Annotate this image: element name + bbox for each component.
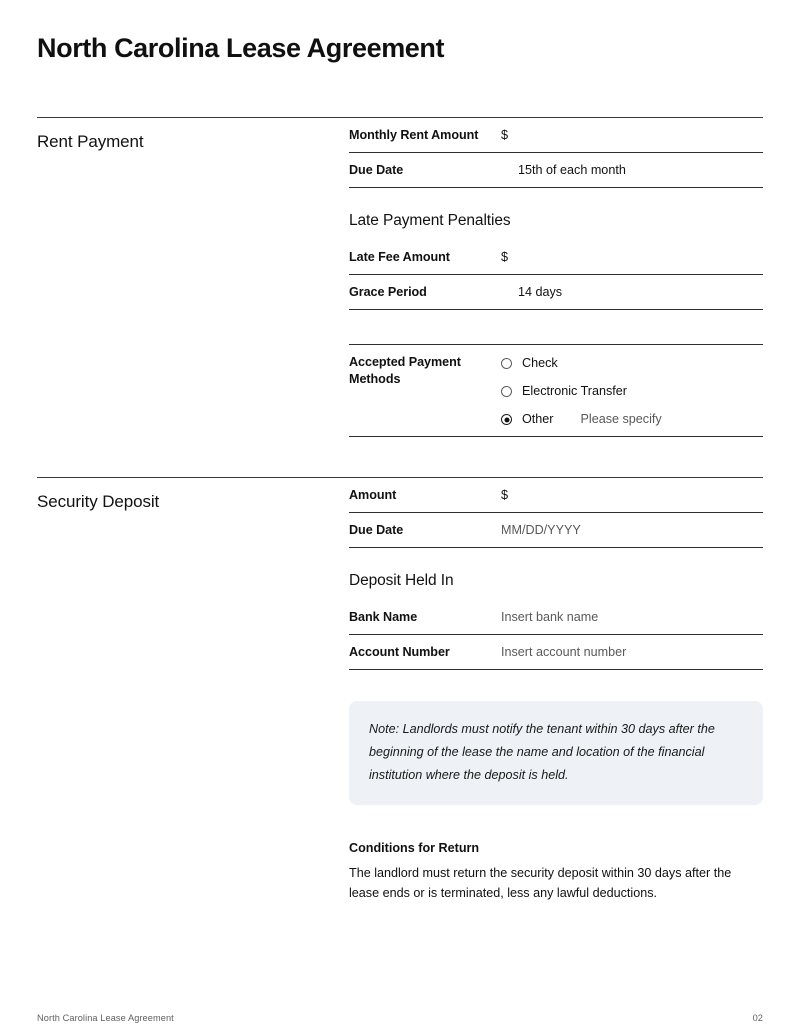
subsection-title-late-payment-penalties: Late Payment Penalties [349,212,511,230]
radio-hint-other-specify[interactable]: Please specify [580,412,662,427]
section-title-rent-payment: Rent Payment [37,132,144,152]
field-value-account-number[interactable]: Insert account number [501,645,627,660]
section-fields-rent-payment [349,118,763,437]
field-row-late-fee-amount[interactable] [349,240,763,275]
payment-methods-options [501,354,763,428]
field-label-monthly-rent-amount: Monthly Rent Amount [349,128,479,143]
field-value-rent-due-date[interactable]: 15th of each month [518,163,626,178]
subsection-title-deposit-held-in: Deposit Held In [349,572,454,590]
radio-option-electronic-transfer[interactable] [501,383,763,400]
section-security-deposit [37,477,763,903]
section-rent-payment [37,117,763,437]
radio-option-other[interactable] [501,411,763,428]
field-value-grace-period[interactable]: 14 days [518,285,563,300]
field-value-bank-name[interactable]: Insert bank name [501,610,599,625]
field-label-deposit-amount: Amount [349,488,397,503]
radio-icon-electronic-transfer[interactable] [501,386,512,397]
field-label-accepted-payment-methods: Accepted Payment Methods [349,355,461,387]
footer-document-name: North Carolina Lease Agreement [37,1013,174,1023]
note-text: Note: Landlords must notify the tenant within 30 days after the beginning of the lease the name and location of the financial institution where the deposit is held. [369,722,715,783]
radio-option-check[interactable] [501,355,763,372]
page-footer [37,1013,763,1023]
field-row-accepted-payment-methods[interactable] [349,345,763,437]
field-row-monthly-rent-amount[interactable] [349,118,763,153]
field-label-late-fee-amount: Late Fee Amount [349,250,450,265]
note-callout [349,701,763,805]
field-value-late-fee-amount[interactable]: $ [501,250,509,265]
field-row-deposit-due-date[interactable] [349,513,763,548]
radio-label-check: Check [522,356,558,371]
field-row-bank-name[interactable] [349,600,763,635]
radio-group-payment-methods [501,354,763,428]
field-row-deposit-amount[interactable] [349,478,763,513]
radio-label-other: Other [522,412,554,427]
page-title: North Carolina Lease Agreement [37,33,445,63]
field-label-account-number: Account Number [349,645,450,660]
conditions-for-return-block [349,841,763,903]
section-spacer [37,437,763,477]
field-label-rent-due-date: Due Date [349,163,404,178]
conditions-body: The landlord must return the security deposit within 30 days after the lease ends or is terminated, less any lawful deductions. [349,866,732,900]
field-value-monthly-rent-amount[interactable]: $ [501,128,509,143]
field-row-spacer [349,310,763,345]
field-label-grace-period: Grace Period [349,285,427,300]
field-row-grace-period[interactable] [349,275,763,310]
title-spacer [37,64,763,117]
section-title-security-deposit: Security Deposit [37,492,160,512]
radio-label-electronic-transfer: Electronic Transfer [522,384,627,399]
field-label-deposit-due-date: Due Date [349,523,404,538]
conditions-title: Conditions for Return [349,841,480,856]
field-label-bank-name: Bank Name [349,610,418,625]
radio-icon-other-selected[interactable] [501,414,512,425]
field-row-rent-due-date[interactable] [349,153,763,188]
field-row-account-number[interactable] [349,635,763,670]
section-fields-security-deposit [349,478,763,903]
field-value-deposit-due-date[interactable]: MM/DD/YYYY [501,523,581,538]
radio-icon-check[interactable] [501,358,512,369]
field-value-deposit-amount[interactable]: $ [501,488,509,503]
footer-page-number: 02 [752,1013,763,1023]
